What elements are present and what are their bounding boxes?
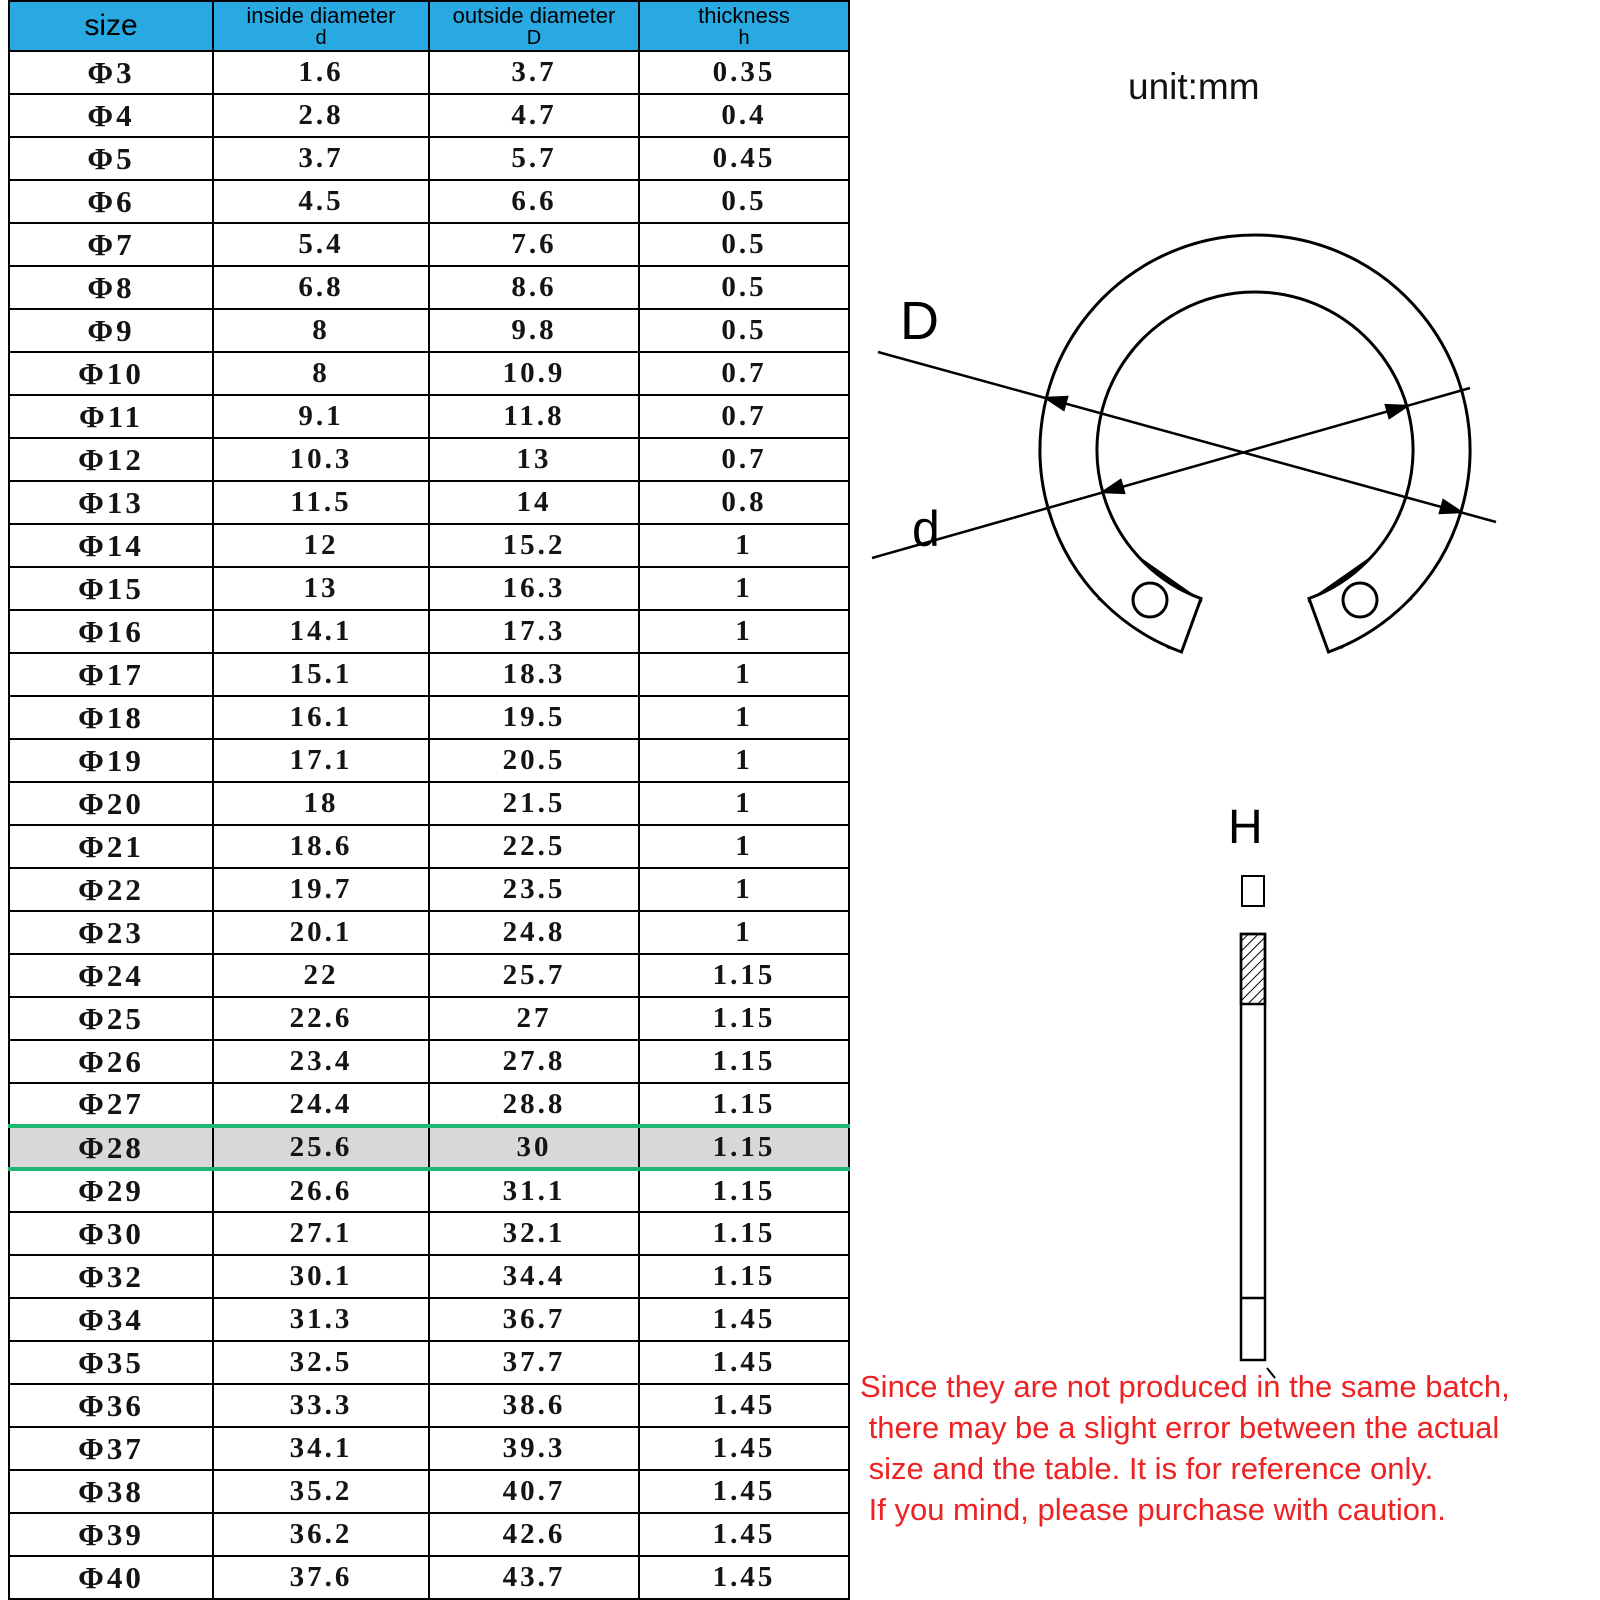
- cell-d: 10.3: [213, 438, 429, 481]
- cell-h: 0.7: [639, 352, 849, 395]
- cell-d: 9.1: [213, 395, 429, 438]
- table-row: [9, 954, 849, 997]
- cell-size: Φ38: [9, 1470, 213, 1513]
- cell-h: 1.15: [639, 954, 849, 997]
- table-row: [9, 1427, 849, 1470]
- cell-d: 23.4: [213, 1040, 429, 1083]
- thickness-section-diagram: [1195, 868, 1325, 1388]
- cell-h: 1.15: [639, 1169, 849, 1212]
- cell-h: 1.15: [639, 997, 849, 1040]
- disclaimer-line: there may be a slight error between the actual: [860, 1410, 1500, 1445]
- cell-h: 1: [639, 567, 849, 610]
- cell-D: 20.5: [429, 739, 639, 782]
- table-row: [9, 481, 849, 524]
- table-row: [9, 653, 849, 696]
- table-row: [9, 438, 849, 481]
- cell-d: 25.6: [213, 1126, 429, 1169]
- cell-size: Φ8: [9, 266, 213, 309]
- table-row: [9, 911, 849, 954]
- table-row: [9, 1384, 849, 1427]
- cell-size: Φ24: [9, 954, 213, 997]
- table-row: [9, 782, 849, 825]
- cell-size: Φ37: [9, 1427, 213, 1470]
- table-row: [9, 1126, 849, 1169]
- disclaimer-line: If you mind, please purchase with caution.: [860, 1492, 1446, 1527]
- cell-size: Φ21: [9, 825, 213, 868]
- table-row: [9, 1083, 849, 1126]
- table-row: [9, 739, 849, 782]
- cell-h: 0.7: [639, 395, 849, 438]
- table-row: [9, 395, 849, 438]
- cell-h: 1: [639, 868, 849, 911]
- cell-d: 26.6: [213, 1169, 429, 1212]
- cell-h: 1.45: [639, 1556, 849, 1599]
- cell-d: 15.1: [213, 653, 429, 696]
- cell-D: 31.1: [429, 1169, 639, 1212]
- table-row: [9, 524, 849, 567]
- cell-h: 0.5: [639, 180, 849, 223]
- cell-D: 8.6: [429, 266, 639, 309]
- header-outside-line2: D: [526, 27, 542, 49]
- section-hatch: [1241, 934, 1265, 1004]
- cell-d: 2.8: [213, 94, 429, 137]
- cell-size: Φ17: [9, 653, 213, 696]
- cell-h: 0.7: [639, 438, 849, 481]
- cell-D: 27: [429, 997, 639, 1040]
- cell-d: 5.4: [213, 223, 429, 266]
- cell-size: Φ20: [9, 782, 213, 825]
- table-row: [9, 1212, 849, 1255]
- cell-D: 21.5: [429, 782, 639, 825]
- cell-size: Φ11: [9, 395, 213, 438]
- cell-D: 28.8: [429, 1083, 639, 1126]
- table-row: [9, 51, 849, 94]
- cell-d: 35.2: [213, 1470, 429, 1513]
- cell-size: Φ26: [9, 1040, 213, 1083]
- cell-d: 24.4: [213, 1083, 429, 1126]
- cell-D: 14: [429, 481, 639, 524]
- cell-h: 0.5: [639, 309, 849, 352]
- left-lug-hole: [1133, 583, 1167, 617]
- cell-d: 8: [213, 309, 429, 352]
- cell-h: 1: [639, 911, 849, 954]
- retaining-ring-drawing: [1040, 235, 1470, 652]
- cell-h: 1.45: [639, 1384, 849, 1427]
- header-outside-diameter: [429, 1, 639, 51]
- cell-d: 16.1: [213, 696, 429, 739]
- cell-h: 1: [639, 653, 849, 696]
- cell-h: 1: [639, 610, 849, 653]
- cell-d: 4.5: [213, 180, 429, 223]
- cell-size: Φ39: [9, 1513, 213, 1556]
- header-inside-line2: d: [315, 27, 327, 49]
- cell-d: 22: [213, 954, 429, 997]
- cell-D: 19.5: [429, 696, 639, 739]
- table-row: [9, 696, 849, 739]
- cell-D: 30: [429, 1126, 639, 1169]
- table-row: [9, 137, 849, 180]
- cell-size: Φ3: [9, 51, 213, 94]
- header-outside-line1: outside diameter: [452, 3, 616, 28]
- cell-D: 17.3: [429, 610, 639, 653]
- cell-d: 37.6: [213, 1556, 429, 1599]
- cell-size: Φ27: [9, 1083, 213, 1126]
- cell-h: 1: [639, 825, 849, 868]
- cell-d: 3.7: [213, 137, 429, 180]
- header-thickness-line2: h: [738, 27, 750, 49]
- cell-size: Φ23: [9, 911, 213, 954]
- ring-body: [1040, 235, 1470, 652]
- cell-h: 1.45: [639, 1427, 849, 1470]
- cell-size: Φ34: [9, 1298, 213, 1341]
- cell-size: Φ22: [9, 868, 213, 911]
- header-size: [9, 1, 213, 51]
- cell-size: Φ7: [9, 223, 213, 266]
- cell-d: 6.8: [213, 266, 429, 309]
- h-extent-marker: [1242, 876, 1264, 906]
- cell-d: 22.6: [213, 997, 429, 1040]
- inside-diameter-dimension-line: [872, 388, 1470, 558]
- cell-d: 34.1: [213, 1427, 429, 1470]
- table-row: [9, 1298, 849, 1341]
- cell-D: 16.3: [429, 567, 639, 610]
- cell-size: Φ14: [9, 524, 213, 567]
- cell-h: 1.15: [639, 1083, 849, 1126]
- table-row: [9, 825, 849, 868]
- header-thickness-line1: thickness: [698, 3, 790, 28]
- table-row: [9, 309, 849, 352]
- table-row: [9, 1470, 849, 1513]
- cell-size: Φ29: [9, 1169, 213, 1212]
- cell-D: 34.4: [429, 1255, 639, 1298]
- cell-D: 23.5: [429, 868, 639, 911]
- cell-d: 33.3: [213, 1384, 429, 1427]
- outside-diameter-label: D: [900, 291, 939, 351]
- cell-h: 0.5: [639, 266, 849, 309]
- cell-d: 31.3: [213, 1298, 429, 1341]
- thickness-label: H: [1228, 801, 1263, 854]
- table-row: [9, 997, 849, 1040]
- cell-D: 3.7: [429, 51, 639, 94]
- unit-label: unit:mm: [1128, 66, 1260, 107]
- size-spec-table: [8, 0, 850, 1600]
- cell-d: 18: [213, 782, 429, 825]
- cell-h: 1: [639, 739, 849, 782]
- table-row: [9, 223, 849, 266]
- table-row: [9, 1556, 849, 1599]
- cell-D: 22.5: [429, 825, 639, 868]
- cell-h: 1.45: [639, 1513, 849, 1556]
- table-row: [9, 352, 849, 395]
- cell-size: Φ25: [9, 997, 213, 1040]
- cell-size: Φ12: [9, 438, 213, 481]
- header-thickness: [639, 1, 849, 51]
- cell-d: 13: [213, 567, 429, 610]
- header-inside-diameter: [213, 1, 429, 51]
- cell-h: 1: [639, 782, 849, 825]
- cell-D: 18.3: [429, 653, 639, 696]
- cell-D: 7.6: [429, 223, 639, 266]
- table-row: [9, 1255, 849, 1298]
- cell-size: Φ15: [9, 567, 213, 610]
- header-inside-line1: inside diameter: [246, 3, 396, 28]
- table-row: [9, 1169, 849, 1212]
- cell-h: 1.45: [639, 1298, 849, 1341]
- cell-D: 25.7: [429, 954, 639, 997]
- cell-h: 1.15: [639, 1040, 849, 1083]
- table-row: [9, 266, 849, 309]
- cell-size: Φ5: [9, 137, 213, 180]
- cell-h: 0.5: [639, 223, 849, 266]
- cell-d: 18.6: [213, 825, 429, 868]
- table-row: [9, 1040, 849, 1083]
- cell-D: 6.6: [429, 180, 639, 223]
- cell-d: 8: [213, 352, 429, 395]
- cell-size: Φ9: [9, 309, 213, 352]
- cell-size: Φ30: [9, 1212, 213, 1255]
- cell-d: 14.1: [213, 610, 429, 653]
- cell-size: Φ19: [9, 739, 213, 782]
- cell-d: 32.5: [213, 1341, 429, 1384]
- disclaimer-text: [860, 1366, 1600, 1530]
- cell-D: 42.6: [429, 1513, 639, 1556]
- table-row: [9, 567, 849, 610]
- cell-h: 1: [639, 696, 849, 739]
- cell-size: Φ13: [9, 481, 213, 524]
- cell-D: 40.7: [429, 1470, 639, 1513]
- cell-h: 0.45: [639, 137, 849, 180]
- cell-h: 1.45: [639, 1470, 849, 1513]
- cell-size: Φ6: [9, 180, 213, 223]
- cell-D: 38.6: [429, 1384, 639, 1427]
- disclaimer-line: size and the table. It is for reference only.: [860, 1451, 1434, 1486]
- cell-size: Φ40: [9, 1556, 213, 1599]
- cell-size: Φ28: [9, 1126, 213, 1169]
- cell-size: Φ35: [9, 1341, 213, 1384]
- cell-D: 27.8: [429, 1040, 639, 1083]
- disclaimer-line: Since they are not produced in the same batch,: [860, 1369, 1510, 1404]
- cell-size: Φ32: [9, 1255, 213, 1298]
- table-body: [9, 51, 849, 1599]
- cell-D: 10.9: [429, 352, 639, 395]
- cell-size: Φ4: [9, 94, 213, 137]
- circlip-diagram: [860, 212, 1560, 682]
- cell-d: 27.1: [213, 1212, 429, 1255]
- cell-h: 1.15: [639, 1255, 849, 1298]
- cell-size: Φ36: [9, 1384, 213, 1427]
- cell-D: 9.8: [429, 309, 639, 352]
- table-row: [9, 180, 849, 223]
- cell-D: 5.7: [429, 137, 639, 180]
- table-row: [9, 610, 849, 653]
- table-header-row: [9, 1, 849, 51]
- cell-size: Φ18: [9, 696, 213, 739]
- cell-D: 11.8: [429, 395, 639, 438]
- cell-D: 32.1: [429, 1212, 639, 1255]
- cell-d: 1.6: [213, 51, 429, 94]
- cell-d: 36.2: [213, 1513, 429, 1556]
- table-row: [9, 1341, 849, 1384]
- cell-D: 43.7: [429, 1556, 639, 1599]
- cell-h: 1.45: [639, 1341, 849, 1384]
- table-row: [9, 868, 849, 911]
- cell-D: 37.7: [429, 1341, 639, 1384]
- cell-D: 24.8: [429, 911, 639, 954]
- cell-D: 13: [429, 438, 639, 481]
- table-row: [9, 94, 849, 137]
- cell-h: 1.15: [639, 1126, 849, 1169]
- cell-d: 20.1: [213, 911, 429, 954]
- cell-h: 1.15: [639, 1212, 849, 1255]
- cell-D: 4.7: [429, 94, 639, 137]
- cell-h: 0.4: [639, 94, 849, 137]
- cell-size: Φ16: [9, 610, 213, 653]
- cell-D: 15.2: [429, 524, 639, 567]
- right-lug-hole: [1343, 583, 1377, 617]
- cell-d: 30.1: [213, 1255, 429, 1298]
- cell-h: 0.8: [639, 481, 849, 524]
- cell-d: 17.1: [213, 739, 429, 782]
- cell-h: 1: [639, 524, 849, 567]
- cell-h: 0.35: [639, 51, 849, 94]
- cell-d: 12: [213, 524, 429, 567]
- cell-size: Φ10: [9, 352, 213, 395]
- header-size-label: size: [84, 9, 138, 42]
- cell-D: 36.7: [429, 1298, 639, 1341]
- inside-diameter-label: d: [912, 501, 940, 557]
- cell-d: 19.7: [213, 868, 429, 911]
- table-row: [9, 1513, 849, 1556]
- cell-d: 11.5: [213, 481, 429, 524]
- cell-D: 39.3: [429, 1427, 639, 1470]
